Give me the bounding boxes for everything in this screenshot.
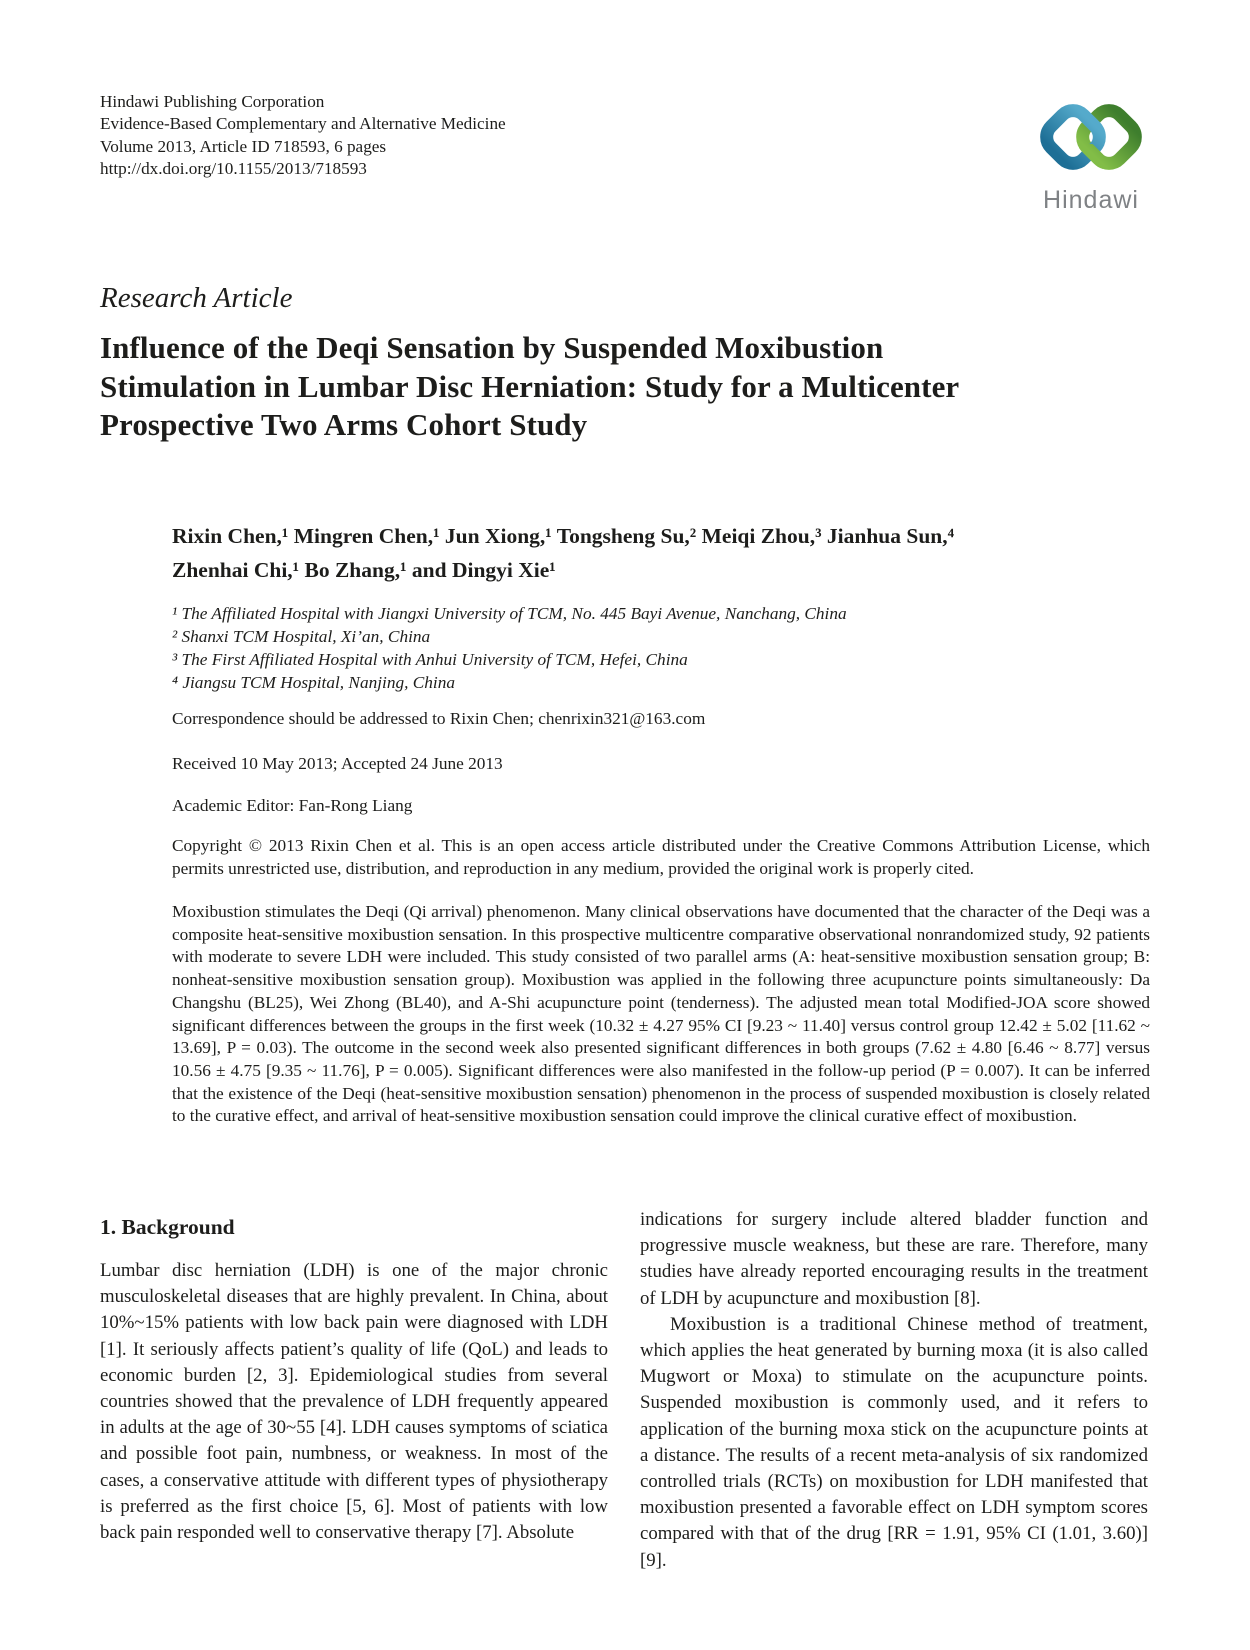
body-paragraph: Lumbar disc herniation (LDH) is one of the major chronic musculoskeletal diseases that are highly prevalent. In China, about 10%~15% patients with low back pain were diagnosed with LDH [1]. It seriously affects patient’s quality of life (QoL) and leads to economic burden [2, 3]. Epidemiological studies from several countries showed that the prevalence of LDH frequently appeared in adults at the age of 30~55 [4]. LDH causes symptoms of sciatica and possible foot pain, numbness, or weakness. In most of the cases, a conservative attitude with different types of physiotherapy is preferred as the first choice [5, 6]. Most of patients with low back pain responded well to conservative therapy [7]. Absolute (100, 1260, 608, 1544)
hindawi-rings-icon (1034, 92, 1148, 182)
publisher-info (100, 91, 506, 180)
article-kind-label: Research Article (100, 282, 293, 314)
hindawi-logo (1033, 92, 1149, 215)
journal-name: Evidence-Based Complementary and Alternative Medicine (100, 114, 506, 134)
article-title-line: Stimulation in Lumbar Disc Herniation: Study for a Multicenter (100, 368, 960, 404)
article-title-line: Influence of the Deqi Sensation by Suspended Moxibustion (100, 330, 884, 365)
publisher-name: Hindawi Publishing Corporation (100, 92, 325, 111)
author-list (172, 519, 954, 587)
affiliation-list (172, 602, 847, 694)
abstract-text: Moxibustion stimulates the Deqi (Qi arrival) phenomenon. Many clinical observations have documented that the character of the Deqi was a composite heat-sensitive moxibustion sensation. In this prospective multicentre comparative observational nonrandomized study, 92 patients with moderate to severe LDH were included. This study consisted of two parallel arms (A: heat-sensitive moxibustion sensation group; B: nonheat-sensitive moxibustion sensation group). Moxibustion was applied in the following three acupuncture points simultaneously: Da Changshu (BL25), Wei Zhong (BL40), and A-Shi acupuncture point (tenderness). The adjusted mean total Modified-JOA score showed significant differences between the groups in the first week (10.32 ± 4.27 95% CI [9.23 ~ 11.40] versus control group 12.42 ± 5.02 [11.62 ~ 13.69], P = 0.03). The outcome in the second week also presented significant differences in both groups (7.62 ± 4.80 [6.46 ~ 8.77] versus 10.56 ± 4.75 [9.35 ~ 11.76], P = 0.005). Significant differences were also manifested in the follow-up period (P = 0.007). It can be inferred that the existence of the Deqi (heat-sensitive moxibustion sensation) phenomenon in the process of suspended moxibustion is closely related to the curative effect, and arrival of heat-sensitive moxibustion sensation could improve the clinical curative effect of moxibustion. (172, 902, 1150, 1126)
article-title-line: Prospective Two Arms Cohort Study (100, 407, 588, 442)
doi-link[interactable]: http://dx.doi.org/10.1155/2013/718593 (100, 158, 367, 178)
received-accepted-dates: Received 10 May 2013; Accepted 24 June 2013 (172, 754, 503, 773)
hindawi-wordmark: Hindawi (1043, 186, 1139, 214)
copyright-notice: Copyright © 2013 Rixin Chen et al. This is an open access article distributed under the Creative Commons Attribution License, which permits unrestricted use, distribution, and reproduction in any medium, provided the original work is properly cited. (172, 836, 1150, 878)
affiliation-item: ¹ The Affiliated Hospital with Jiangxi University of TCM, No. 445 Bayi Avenue, Nanchang, China (172, 604, 847, 623)
body-paragraph: Moxibustion is a traditional Chinese method of treatment, which applies the heat generated by burning moxa (it is also called Mugwort or Moxa) to stimulate on the acupuncture points. Suspended moxibustion is commonly used, and it refers to application of the burning moxa stick on the acupuncture points at a distance. The results of a recent meta-analysis of six randomized controlled trials (RCTs) on moxibustion for LDH manifested that moxibustion presented a favorable effect on LDH symptom scores compared with that of the drug [RR = 1.91, 95% CI (1.01, 3.60)] [9]. (640, 1313, 1148, 1571)
affiliation-item: ² Shanxi TCM Hospital, Xi’an, China (172, 627, 431, 646)
article-title (100, 329, 959, 445)
volume-info: Volume 2013, Article ID 718593, 6 pages (100, 136, 387, 156)
correspondence-line: Correspondence should be addressed to Rixin Chen; chenrixin321@163.com (172, 709, 706, 728)
affiliation-item: ⁴ Jiangsu TCM Hospital, Nanjing, China (172, 673, 456, 692)
author-line: Rixin Chen,¹ Mingren Chen,¹ Jun Xiong,¹ Tongsheng Su,² Meiqi Zhou,³ Jianhua Sun,⁴ (172, 524, 955, 548)
body-column-left (100, 1258, 608, 1546)
author-line: Zhenhai Chi,¹ Bo Zhang,¹ and Dingyi Xie¹ (172, 558, 556, 582)
body-column-right (640, 1207, 1148, 1574)
academic-editor-line: Academic Editor: Fan-Rong Liang (172, 796, 413, 815)
section-heading-background: 1. Background (100, 1215, 235, 1239)
body-paragraph: indications for surgery include altered bladder function and progressive muscle weakness, but these are rare. Therefore, many studies have already reported encouraging results in the treatment of LDH by acupuncture and moxibustion [8]. (640, 1209, 1148, 1309)
affiliation-item: ³ The First Affiliated Hospital with Anhui University of TCM, Hefei, China (172, 650, 688, 669)
